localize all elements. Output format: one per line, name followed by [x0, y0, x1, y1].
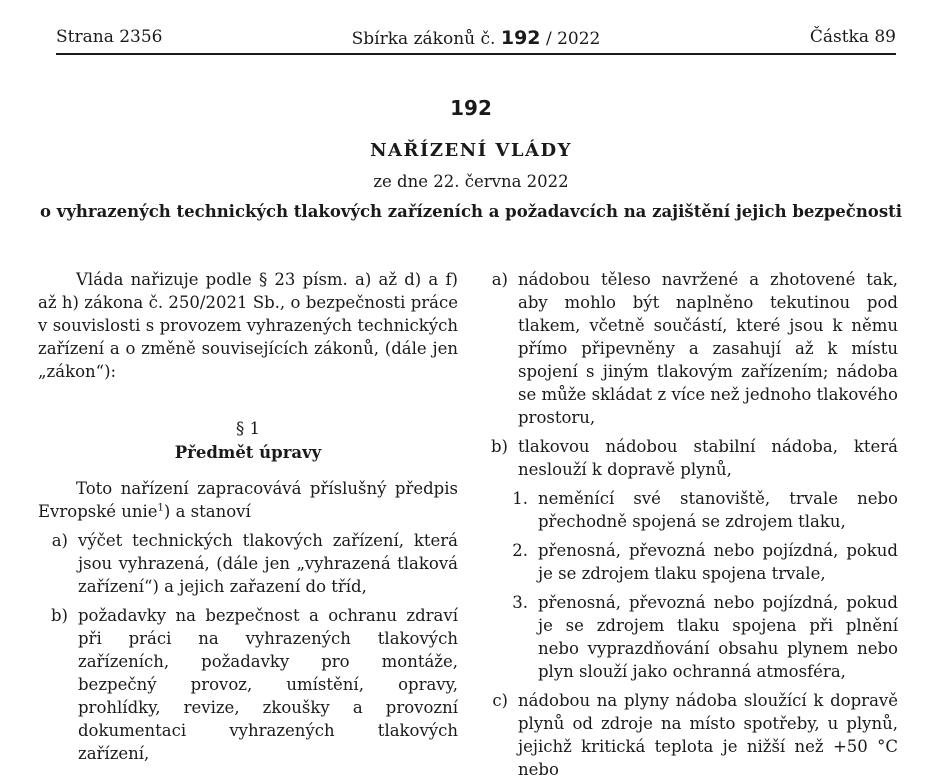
subitem-text: neměnící své stanoviště, trvale nebo přechodně spojená se zdrojem tlaku, [538, 489, 898, 531]
document-number: 192 [450, 96, 492, 120]
subitem-label: 3. [512, 593, 528, 612]
list-item-label: b) [51, 606, 68, 625]
collection-number: 192 [500, 27, 541, 49]
definition-label: b) [491, 437, 508, 456]
definition-subitem [508, 539, 898, 585]
section-lead-paragraph [38, 477, 458, 523]
list-item-text: výčet technických tlakových zařízení, která jsou vyhrazená, (dále jen „vyhrazená tlaková zařízení“) a jejich zařazení do tříd, [78, 531, 458, 596]
definition-item [488, 435, 898, 481]
page-header [56, 27, 896, 55]
intro-paragraph: Vláda nařizuje podle § 23 písm. a) až d) a f) až h) zákona č. 250/2021 Sb., o bezpečnosti práce v souvislosti s provozem vyhrazených technických zařízení a o změně souvisejících zákonů, (dále jen „zákon“): [38, 270, 458, 381]
definition-item [488, 268, 898, 429]
section-symbol: § 1 [236, 419, 260, 438]
footnote-reference[interactable]: 1 [157, 502, 164, 514]
page-number-label: Strana 2356 [56, 27, 163, 47]
document-type: NAŘÍZENÍ VLÁDY [370, 140, 572, 161]
left-column [38, 268, 458, 765]
document-date: ze dne 22. června 2022 [373, 172, 569, 191]
list-item [38, 604, 458, 765]
list-item [38, 529, 458, 598]
part-label: Částka 89 [809, 27, 896, 47]
list-item-text: požadavky na bezpečnost a ochranu zdraví při práci na vyhrazených tlakových zařízeních, požadavky pro montáže, bezpečný provoz, umístění, opravy, prohlídky, revize, zkoušky a provozní dokumentaci vyhrazených tlakových zařízení, [78, 606, 458, 763]
document-title: o vyhrazených technických tlakových zařízeních a požadavcích na zajištění jejich bezpečnosti [39, 202, 902, 221]
definition-text: nádobou těleso navržené a zhotovené tak, aby mohlo být naplněno tekutinou pod tlakem, včetně součástí, které jsou k němu přímo připevněny a zasahují až k místu spojení s jiným tlakovým zařízením; nádoba se může skládat z více než jednoho tlakového prostoru, [518, 270, 898, 427]
collection-year: / 2022 [545, 29, 601, 49]
section-lead-text: Toto nařízení zapracovává příslušný předpis Evropské unie [38, 479, 458, 521]
subitem-label: 1. [512, 489, 528, 508]
definition-subitem [508, 487, 898, 533]
right-column [488, 268, 898, 781]
definition-subitem [508, 591, 898, 683]
collection-reference [56, 27, 896, 49]
section-lead-end: ) a stanoví [163, 502, 251, 521]
definition-item [488, 689, 898, 781]
subitem-text: přenosná, převozná nebo pojízdná, pokud je se zdrojem tlaku spojena trvale, [538, 541, 898, 583]
definition-text: tlakovou nádobou stabilní nádoba, která neslouží k dopravě plynů, [518, 437, 898, 479]
subitem-text: přenosná, převozná nebo pojízdná, pokud je se zdrojem tlaku spojena při plnění nebo vyprazdňování obsahu plynem nebo plyn slouží jako ochranná atmosféra, [538, 593, 898, 681]
definition-label: c) [492, 691, 508, 710]
collection-prefix: Sbírka zákonů č. [351, 29, 496, 49]
subitem-label: 2. [512, 541, 528, 560]
section-heading: Předmět úpravy [174, 443, 322, 462]
definition-label: a) [491, 270, 508, 289]
list-item-label: a) [51, 531, 68, 550]
definition-text: nádobou na plyny nádoba sloužící k dopravě plynů od zdroje na místo spotřeby, u plynů, jejichž kritická teplota je nižší než +50 °C nebo [518, 691, 898, 779]
